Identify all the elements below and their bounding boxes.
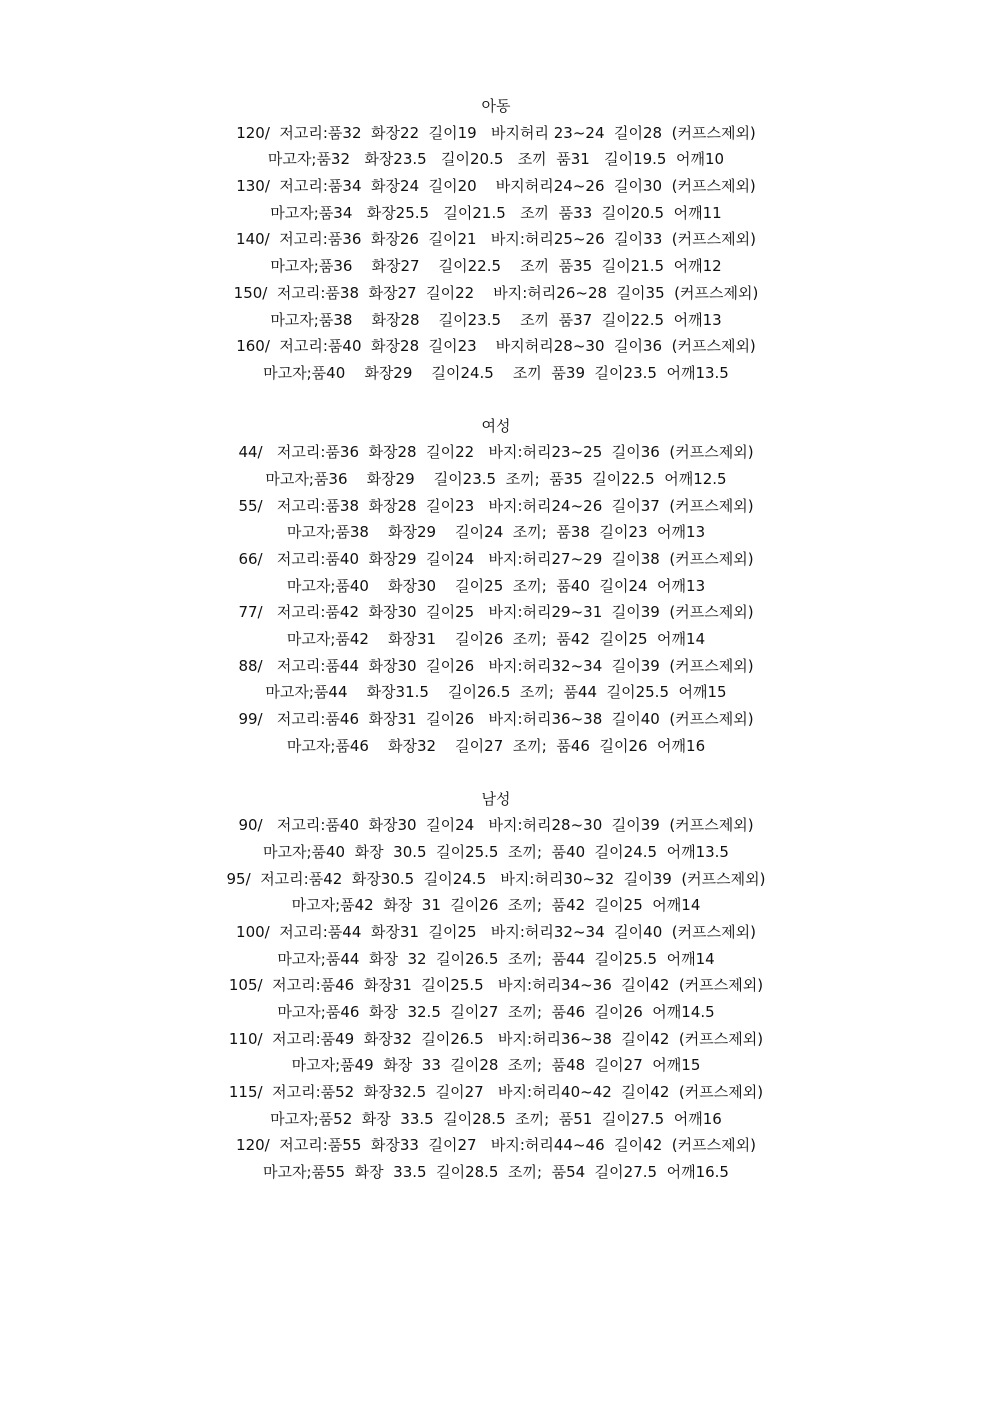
size-line: 110/ 저고리:품49 화장32 길이26.5 바지:허리36~38 길이42 (커프스제외) bbox=[228, 1029, 764, 1048]
size-line: 마고자;품32 화장23.5 길이20.5 조끼 품31 길이19.5 어깨10 bbox=[267, 150, 725, 169]
section-title: 아동 bbox=[481, 97, 511, 115]
size-line: 77/ 저고리:품42 화장30 길이25 바지:허리29~31 길이39 (커프스제외) bbox=[238, 603, 754, 622]
size-line: 마고자;품49 화장 33 길이28 조끼; 품48 길이27 어깨15 bbox=[291, 1056, 701, 1075]
size-line: 마고자;품55 화장 33.5 길이28.5 조끼; 품54 길이27.5 어깨16.5 bbox=[263, 1163, 729, 1182]
size-line: 99/ 저고리:품46 화장31 길이26 바지:허리36~38 길이40 (커프스제외) bbox=[238, 710, 754, 729]
size-line: 44/ 저고리:품36 화장28 길이22 바지:허리23~25 길이36 (커프스제외) bbox=[238, 443, 754, 462]
size-line: 마고자;품42 화장31 길이26 조끼; 품42 길이25 어깨14 bbox=[286, 630, 706, 649]
size-line: 마고자;품40 화장 30.5 길이25.5 조끼; 품40 길이24.5 어깨13.5 bbox=[263, 842, 729, 861]
size-line: 마고자;품40 화장30 길이25 조끼; 품40 길이24 어깨13 bbox=[286, 576, 706, 595]
size-line: 마고자;품42 화장 31 길이26 조끼; 품42 길이25 어깨14 bbox=[291, 896, 701, 915]
size-line: 160/ 저고리:품40 화장28 길이23 바지허리28~30 길이36 (커프스제외) bbox=[236, 337, 756, 356]
section-women bbox=[0, 413, 992, 760]
section-title: 남성 bbox=[481, 789, 511, 808]
size-line: 마고자;품44 화장31.5 길이26.5 조끼; 품44 길이25.5 어깨15 bbox=[265, 683, 727, 702]
size-line: 마고자;품40 화장29 길이24.5 조끼 품39 길이23.5 어깨13.5 bbox=[263, 363, 729, 382]
size-line: 66/ 저고리:품40 화장29 길이24 바지:허리27~29 길이38 (커프스제외) bbox=[238, 550, 754, 568]
size-line: 120/ 저고리:품32 화장22 길이19 바지허리 23~24 길이28 (커프스제외) bbox=[236, 123, 756, 142]
section-men bbox=[0, 786, 992, 1186]
size-line: 마고자;품36 화장29 길이23.5 조끼; 품35 길이22.5 어깨12.5 bbox=[265, 469, 727, 488]
size-line: 마고자;품38 화장29 길이24 조끼; 품38 길이23 어깨13 bbox=[286, 523, 706, 542]
size-line: 95/ 저고리:품42 화장30.5 길이24.5 바지:허리30~32 길이39 (커프스제외) bbox=[226, 869, 766, 888]
size-line: 마고자;품44 화장 32 길이26.5 조끼; 품44 길이25.5 어깨14 bbox=[277, 949, 715, 968]
size-line: 140/ 저고리:품36 화장26 길이21 바지:허리25~26 길이33 (커프스제외) bbox=[236, 230, 756, 249]
section-children bbox=[0, 93, 992, 387]
size-line: 마고자;품34 화장25.5 길이21.5 조끼 품33 길이20.5 어깨11 bbox=[270, 203, 722, 222]
size-line: 120/ 저고리:품55 화장33 길이27 바지:허리44~46 길이42 (커프스제외) bbox=[236, 1136, 756, 1155]
document-page bbox=[0, 93, 992, 1186]
size-line: 115/ 저고리:품52 화장32.5 길이27 바지:허리40~42 길이42 (커프스제외) bbox=[228, 1083, 764, 1102]
size-line: 마고자;품36 화장27 길이22.5 조끼 품35 길이21.5 어깨12 bbox=[270, 257, 722, 276]
size-line: 마고자;품46 화장32 길이27 조끼; 품46 길이26 어깨16 bbox=[286, 736, 706, 755]
size-line: 55/ 저고리:품38 화장28 길이23 바지:허리24~26 길이37 (커프스제외) bbox=[238, 496, 754, 515]
size-line: 105/ 저고리:품46 화장31 길이25.5 바지:허리34~36 길이42 (커프스제외) bbox=[228, 976, 764, 995]
size-line: 마고자;품52 화장 33.5 길이28.5 조끼; 품51 길이27.5 어깨16 bbox=[270, 1109, 722, 1128]
size-line: 100/ 저고리:품44 화장31 길이25 바지:허리32~34 길이40 (커프스제외) bbox=[236, 922, 756, 941]
size-line: 마고자;품46 화장 32.5 길이27 조끼; 품46 길이26 어깨14.5 bbox=[277, 1003, 715, 1021]
section-title: 여성 bbox=[481, 416, 511, 435]
size-line: 88/ 저고리:품44 화장30 길이26 바지:허리32~34 길이39 (커프스제외) bbox=[238, 656, 754, 675]
size-line: 130/ 저고리:품34 화장24 길이20 바지허리24~26 길이30 (커프스제외) bbox=[236, 177, 756, 196]
size-line: 90/ 저고리:품40 화장30 길이24 바지:허리28~30 길이39 (커프스제외) bbox=[238, 816, 754, 835]
size-line: 마고자;품38 화장28 길이23.5 조끼 품37 길이22.5 어깨13 bbox=[270, 310, 722, 329]
size-line: 150/ 저고리:품38 화장27 길이22 바지:허리26~28 길이35 (커프스제외) bbox=[233, 283, 759, 302]
